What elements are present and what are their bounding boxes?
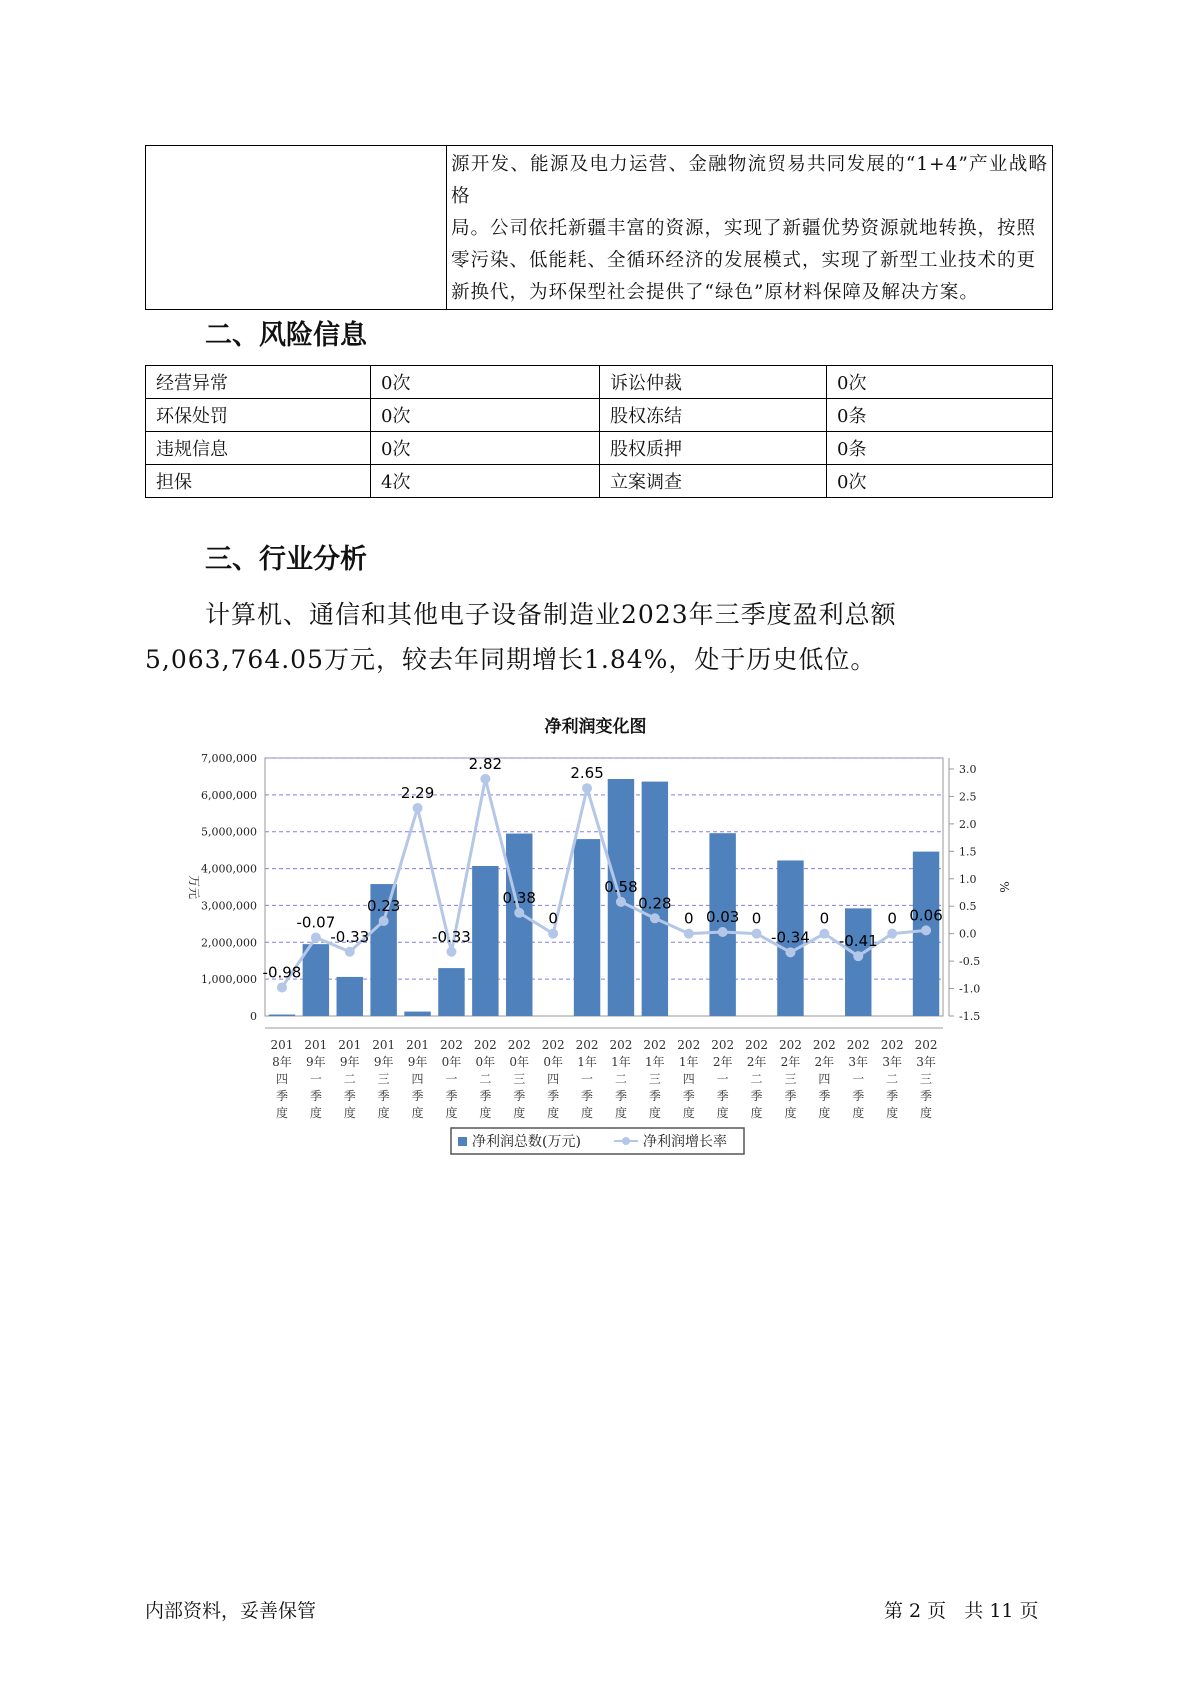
growth-rate-point (887, 929, 897, 939)
risk-value: 4次 (371, 465, 600, 498)
data-label: 0.03 (705, 908, 740, 927)
y2-axis-label: % (997, 881, 1011, 893)
growth-rate-point (616, 897, 626, 907)
y2-tick-label: -1.5 (959, 1010, 981, 1023)
x-tick-label: 202 1年四季度 (677, 1038, 701, 1120)
bar (574, 839, 600, 1016)
y2-tick-label: 0.0 (959, 927, 977, 941)
x-tick-label: 202 0年四季度 (541, 1038, 565, 1120)
growth-rate-point (785, 947, 795, 957)
growth-rate-point (514, 908, 524, 918)
growth-rate-point (650, 913, 660, 923)
risk-label: 担保 (146, 465, 371, 498)
x-tick-label: 201 9年二季度 (338, 1038, 362, 1120)
risk-value: 0次 (827, 366, 1053, 399)
x-tick-label: 202 2年四季度 (812, 1038, 836, 1120)
chart-title: 净利润变化图 (544, 717, 647, 737)
x-tick-label: 202 0年一季度 (439, 1038, 463, 1120)
x-tick-label: 201 9年三季度 (372, 1038, 396, 1120)
risk-label: 环保处罚 (146, 399, 371, 432)
risk-label: 股权质押 (600, 432, 827, 465)
growth-rate-point (345, 947, 355, 957)
industry-section-title: 三、行业分析 (205, 544, 367, 575)
growth-rate-point (548, 929, 558, 939)
data-label: -0.34 (771, 928, 810, 947)
data-label: 0 (887, 909, 897, 928)
intro-line: 零污染、低能耗、全循环经济的发展模式，实现了新型工业技术的更 (451, 250, 1037, 271)
x-tick-label: 202 1年一季度 (575, 1038, 599, 1120)
growth-rate-point (446, 947, 456, 957)
y-tick-label: 6,000,000 (201, 788, 257, 802)
risk-section-title: 二、风险信息 (205, 320, 367, 351)
data-label: 0 (683, 909, 694, 928)
x-tick-label: 201 8年四季度 (270, 1038, 294, 1120)
data-label: -0.07 (296, 913, 336, 932)
y-tick-label: 0 (250, 1010, 257, 1023)
x-tick-label: 202 0年三季度 (507, 1038, 531, 1120)
x-tick-label: 202 3年一季度 (846, 1038, 870, 1120)
bar (303, 944, 329, 1016)
growth-rate-point (480, 774, 490, 784)
data-label: -0.33 (330, 927, 370, 946)
x-tick-label: 202 1年三季度 (643, 1038, 667, 1120)
growth-rate-point (277, 982, 287, 992)
risk-label: 违规信息 (146, 432, 371, 465)
growth-rate-point (311, 933, 321, 943)
y2-tick-label: 1.5 (959, 845, 977, 859)
y2-tick-label: -1.0 (959, 982, 981, 996)
analysis-line: 5,063,764.05万元，较去年同期增长1.84%，处于历史低位。 (145, 645, 877, 674)
x-tick-label: 202 2年一季度 (711, 1038, 735, 1120)
bar (269, 1015, 295, 1016)
y-tick-label: 7,000,000 (201, 752, 257, 765)
data-label: 2.65 (570, 764, 604, 783)
y-tick-label: 4,000,000 (201, 862, 257, 876)
data-label: 2.82 (468, 754, 503, 773)
y2-tick-label: 2.5 (959, 790, 977, 804)
bar (337, 977, 363, 1016)
y-axis-label: 万元 (187, 874, 201, 900)
risk-value: 0条 (827, 432, 1053, 465)
y-tick-label: 1,000,000 (201, 973, 257, 987)
y-tick-label: 2,000,000 (201, 936, 257, 950)
risk-value: 0条 (827, 399, 1053, 432)
bar (472, 866, 498, 1016)
legend-bar-swatch (458, 1137, 467, 1146)
growth-rate-point (819, 929, 829, 939)
analysis-line: 计算机、通信和其他电子设备制造业2023年三季度盈利总额 (205, 600, 897, 629)
x-tick-label: 201 9年四季度 (406, 1038, 430, 1120)
x-tick-label: 202 2年三季度 (778, 1038, 802, 1120)
y-tick-label: 5,000,000 (201, 825, 257, 839)
x-tick-label: 202 3年二季度 (880, 1038, 904, 1120)
legend-bar-label: 净利润总数(万元) (472, 1134, 581, 1150)
y2-tick-label: -0.5 (959, 955, 981, 969)
growth-rate-point (379, 916, 389, 926)
data-label: 0 (548, 909, 558, 928)
x-tick-label: 201 9年一季度 (304, 1038, 328, 1120)
intro-line: 新换代，为环保型社会提供了“绿色”原材料保障及解决方案。 (451, 282, 979, 303)
bar (438, 968, 464, 1016)
growth-rate-point (752, 929, 762, 939)
growth-rate-point (718, 927, 728, 937)
data-label: 2.29 (400, 783, 435, 802)
y2-tick-label: 0.5 (959, 900, 977, 914)
data-label: 0.23 (366, 897, 401, 916)
data-label: 0.28 (638, 894, 672, 913)
y-tick-label: 3,000,000 (201, 899, 257, 913)
data-label: 0.58 (604, 877, 638, 896)
x-tick-label: 202 2年二季度 (745, 1038, 769, 1120)
intro-line: 源开发、能源及电力运营、金融物流贸易共同发展的“1+4”产业战略格 (451, 154, 1048, 207)
x-tick-label: 202 1年二季度 (609, 1038, 633, 1120)
growth-rate-point (582, 783, 592, 793)
bar (845, 908, 871, 1016)
data-label: -0.33 (432, 927, 471, 946)
intro-line: 局。公司依托新疆丰富的资源，实现了新疆优势资源就地转换，按照 (451, 218, 1037, 239)
risk-label: 经营异常 (146, 366, 371, 399)
growth-rate-point (413, 803, 423, 813)
data-label: 0.38 (502, 888, 536, 907)
y2-tick-label: 1.0 (959, 872, 977, 886)
risk-value: 0次 (827, 465, 1053, 498)
footer-confidential-note: 内部资料，妥善保管 (145, 1600, 317, 1622)
y2-tick-label: 2.0 (959, 817, 977, 831)
data-label: 0 (819, 909, 830, 928)
growth-rate-point (684, 929, 694, 939)
risk-label: 诉讼仲裁 (600, 366, 827, 399)
footer-page-number: 第 2 页 共 11 页 (884, 1600, 1039, 1622)
growth-rate-point (853, 951, 863, 961)
legend-line-label: 净利润增长率 (643, 1134, 727, 1150)
risk-value: 0次 (371, 366, 600, 399)
y2-tick-label: 3.0 (959, 762, 977, 776)
risk-label: 股权冻结 (600, 399, 827, 432)
x-tick-label: 202 0年二季度 (473, 1038, 497, 1120)
data-label: -0.98 (262, 963, 302, 982)
x-tick-label: 202 3年三季度 (914, 1038, 938, 1120)
legend-line-marker (622, 1137, 630, 1145)
risk-label: 立案调查 (600, 465, 827, 498)
data-label: 0 (751, 909, 762, 928)
bar (404, 1012, 430, 1016)
growth-rate-point (921, 925, 931, 935)
bar (506, 834, 532, 1016)
risk-value: 0次 (371, 399, 600, 432)
risk-value: 0次 (371, 432, 600, 465)
data-label: 0.06 (909, 906, 943, 925)
data-label: -0.41 (838, 932, 878, 951)
